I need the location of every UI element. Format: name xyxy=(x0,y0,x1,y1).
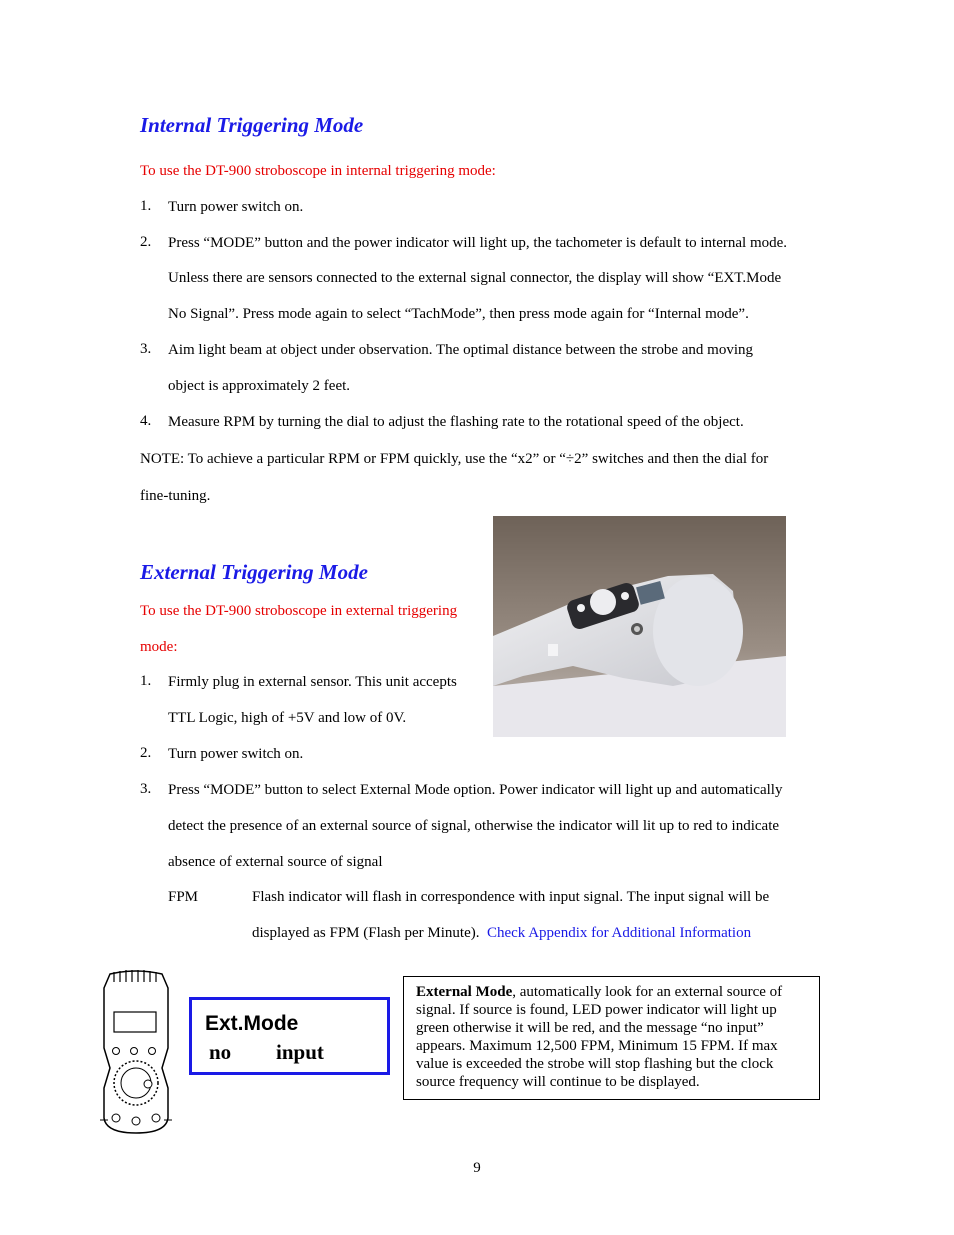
step-text: Turn power switch on. xyxy=(168,746,304,762)
note-text: NOTE: To achieve a particular RPM or FPM quickly, use the “x2” or “÷2” switches and then the dial for xyxy=(140,451,769,467)
lcd-display xyxy=(189,997,390,1075)
note-box-text: , automatically look for an external source of signal. If source is found, LED power indicator will light up green otherwise it will be red, and the message “no input” appears. Maximum 12,500 FPM, Minimum 15 FPM. If max value is exceeded the strobe will stop flashing but the clock source frequency will continue to be displayed. xyxy=(416,984,783,1090)
step-text: Aim light beam at object under observation. The optimal distance between the strobe and moving xyxy=(168,342,753,358)
step-text: detect the presence of an external source of signal, otherwise the indicator will lit up to red to indicate xyxy=(168,818,780,834)
lcd-line-1: Ext.Mode xyxy=(205,1012,299,1035)
fpm-text: Flash indicator will flash in correspondence with input signal. The input signal will be xyxy=(252,889,770,905)
step-text: Measure RPM by turning the dial to adjust the flashing rate to the rotational speed of the object. xyxy=(168,414,744,430)
step-text: Unless there are sensors connected to the external signal connector, the display will show “EXT.Mode xyxy=(168,270,782,286)
page-number: 9 xyxy=(473,1160,481,1176)
note-text: fine-tuning. xyxy=(140,488,211,504)
step-number: 3. xyxy=(140,341,152,357)
external-intro: mode: xyxy=(140,639,178,655)
step-text: Press “MODE” button to select External Mode option. Power indicator will light up and automatically xyxy=(168,782,783,798)
step-text: No Signal”. Press mode again to select “TachMode”, then press mode again for “Internal mode”. xyxy=(168,306,749,322)
external-mode-note-box xyxy=(403,976,820,1100)
step-text: TTL Logic, high of +5V and low of 0V. xyxy=(168,710,407,726)
lcd-line-2-left: no xyxy=(209,1040,232,1064)
step-text: Firmly plug in external sensor. This unit accepts xyxy=(168,674,457,690)
step-text: object is approximately 2 feet. xyxy=(168,378,351,394)
device-photo xyxy=(493,516,786,737)
step-text: Turn power switch on. xyxy=(168,199,304,215)
step-text: absence of external source of signal xyxy=(168,854,383,870)
appendix-link[interactable]: Check Appendix for Additional Information xyxy=(486,925,752,941)
external-intro: To use the DT-900 stroboscope in external triggering xyxy=(140,603,458,619)
note-box-bold: External Mode xyxy=(416,984,513,1000)
step-number: 2. xyxy=(140,234,152,250)
internal-intro: To use the DT-900 stroboscope in internal triggering mode: xyxy=(140,163,496,179)
step-number: 4. xyxy=(140,413,152,429)
section-heading-external: External Triggering Mode xyxy=(140,560,368,584)
fpm-text: displayed as FPM (Flash per Minute). xyxy=(252,925,480,941)
step-number: 2. xyxy=(140,745,152,761)
fpm-term: FPM xyxy=(168,889,199,905)
section-heading-internal: Internal Triggering Mode xyxy=(140,113,364,137)
step-number: 1. xyxy=(140,673,152,689)
meter-illustration xyxy=(100,968,172,1136)
step-number: 1. xyxy=(140,198,152,214)
step-number: 3. xyxy=(140,781,152,797)
fpm-text-2 xyxy=(252,924,751,942)
step-text: Press “MODE” button and the power indicator will light up, the tachometer is default to internal mode. xyxy=(168,235,788,251)
lcd-line-2-right: input xyxy=(276,1040,324,1064)
